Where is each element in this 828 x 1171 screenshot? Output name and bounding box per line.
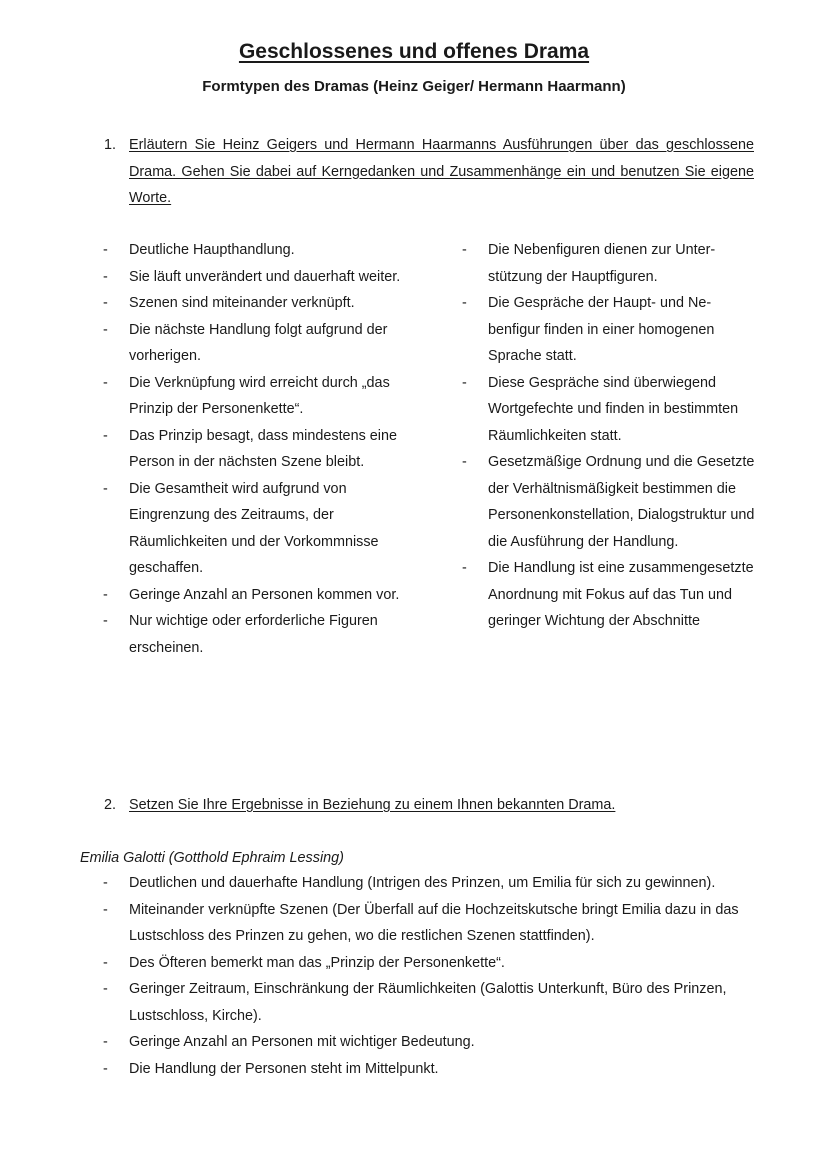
bullet-dash: -	[103, 268, 108, 285]
list-item	[103, 976, 753, 1029]
bullet-dash: -	[103, 954, 108, 971]
list-item-text: Die Verknüpfung wird erreicht durch „das Prinzip der Personenkette“.	[129, 374, 390, 417]
list-item-text: Die Handlung der Personen steht im Mittelpunkt.	[129, 1060, 439, 1077]
bullet-dash: -	[103, 901, 108, 918]
list-item-text: Gesetzmäßige Ordnung und die Gesetzte der Verhältnismäßigkeit bestimmen die Personenkonstellation, Dialogstruktur und die Ausführung der Handlung.	[488, 454, 755, 550]
list-item-text: Miteinander verknüpfte Szenen (Der Überfall auf die Hochzeitskutsche bringt Emilia dazu in das Lustschloss des Prinzen zu gehen, wo die restlichen Szenen stattfinden).	[129, 901, 739, 944]
bullet-dash: -	[103, 321, 108, 338]
list-item	[462, 555, 758, 635]
list-item-text: Die Handlung ist eine zusammengesetzte Anordnung mit Fokus auf das Tun und geringer Wichtung der Abschnitte	[488, 560, 754, 629]
bullet-dash: -	[103, 981, 108, 997]
list-item-text: Geringe Anzahl an Personen kommen vor.	[129, 586, 400, 603]
bullet-dash: -	[103, 480, 108, 497]
list-item	[103, 897, 753, 950]
list-item-text: Das Prinzip besagt, dass mindestens eine Person in der nächsten Szene bleibt.	[129, 427, 397, 470]
list-item	[103, 290, 403, 317]
bullet-dash: -	[103, 242, 108, 258]
list-item-text: Die Gespräche der Haupt- und Nebenfigur finden in einer homogenen Sprache statt.	[488, 295, 715, 364]
bullet-dash: -	[462, 454, 467, 470]
left-bullet-list	[103, 237, 403, 661]
list-item-text: Szenen sind miteinander verknüpft.	[129, 295, 355, 311]
list-item-text: Geringer Zeitraum, Einschränkung der Räumlichkeiten (Galottis Unterkunft, Büro des Prinzen, Lustschloss, Kirche).	[129, 981, 727, 1024]
list-item-text: Die Gesamtheit wird aufgrund von Eingrenzung des Zeitraums, der Räumlichkeiten und der Vorkommnisse geschaffen.	[129, 480, 379, 576]
list-item-text: Geringe Anzahl an Personen mit wichtiger Bedeutung.	[129, 1034, 475, 1050]
list-item	[462, 237, 758, 290]
bullet-dash: -	[103, 875, 108, 891]
right-column	[462, 237, 758, 635]
list-item	[462, 370, 758, 450]
list-item-text: Die Nebenfiguren dienen zur Unterstützung der Hauptfiguren.	[488, 242, 716, 285]
list-item-text: Die nächste Handlung folgt aufgrund der vorherigen.	[129, 321, 388, 364]
list-item	[462, 290, 758, 370]
list-item	[103, 1029, 753, 1056]
list-item	[103, 950, 753, 977]
list-item-text: Deutliche Haupthandlung.	[129, 242, 295, 258]
list-item	[103, 1056, 753, 1083]
bullet-dash: -	[103, 427, 108, 444]
bullet-dash: -	[103, 1034, 108, 1050]
list-item	[103, 870, 753, 897]
bullet-dash: -	[103, 295, 108, 311]
left-column	[103, 237, 403, 661]
work-bullet-list	[103, 870, 753, 1082]
task-2	[104, 792, 754, 819]
task-2-text: Setzen Sie Ihre Ergebnisse in Beziehung zu einem Ihnen bekannten Drama.	[129, 797, 616, 813]
bullet-dash: -	[462, 560, 467, 576]
list-item-text: Deutlichen und dauerhafte Handlung (Intrigen des Prinzen, um Emilia für sich zu gewinnen).	[129, 875, 716, 891]
list-item-text: Nur wichtige oder erforderliche Figuren erscheinen.	[129, 613, 378, 656]
task-1-text: Erläutern Sie Heinz Geigers und Hermann Haarmanns Ausführungen über das geschlossene Drama. Gehen Sie dabei auf Kerngedanken und Zusammenhänge ein und benutzen Sie eigene Worte.	[129, 137, 754, 206]
work-points	[103, 870, 753, 1082]
list-item	[103, 264, 403, 291]
list-item	[103, 237, 403, 264]
task-1	[104, 132, 754, 212]
right-bullet-list	[462, 237, 758, 635]
list-item	[103, 370, 403, 423]
page-subtitle: Formtypen des Dramas (Heinz Geiger/ Hermann Haarmann)	[202, 78, 626, 95]
list-item	[103, 608, 403, 661]
bullet-dash: -	[103, 1060, 108, 1077]
bullet-dash: -	[103, 374, 108, 391]
page-title: Geschlossenes und offenes Drama	[238, 40, 590, 63]
list-item	[103, 476, 403, 582]
list-item	[462, 449, 758, 555]
bullet-dash: -	[462, 295, 467, 311]
list-item	[103, 423, 403, 476]
bullet-dash: -	[103, 613, 108, 629]
list-item-text: Sie läuft unverändert und dauerhaft weiter.	[129, 268, 401, 285]
list-item	[103, 582, 403, 609]
list-item-text: Des Öfteren bemerkt man das „Prinzip der Personenkette“.	[129, 954, 505, 971]
list-item-text: Diese Gespräche sind überwiegend Wortgefechte und finden in bestimmten Räumlichkeiten statt.	[488, 374, 739, 444]
list-item	[103, 317, 403, 370]
bullet-dash: -	[462, 242, 467, 258]
bullet-dash: -	[103, 586, 108, 603]
task-2-number: 2.	[104, 797, 117, 813]
task-1-number: 1.	[104, 137, 117, 153]
bullet-dash: -	[462, 374, 467, 391]
work-title: Emilia Galotti (Gotthold Ephraim Lessing)	[80, 850, 344, 866]
